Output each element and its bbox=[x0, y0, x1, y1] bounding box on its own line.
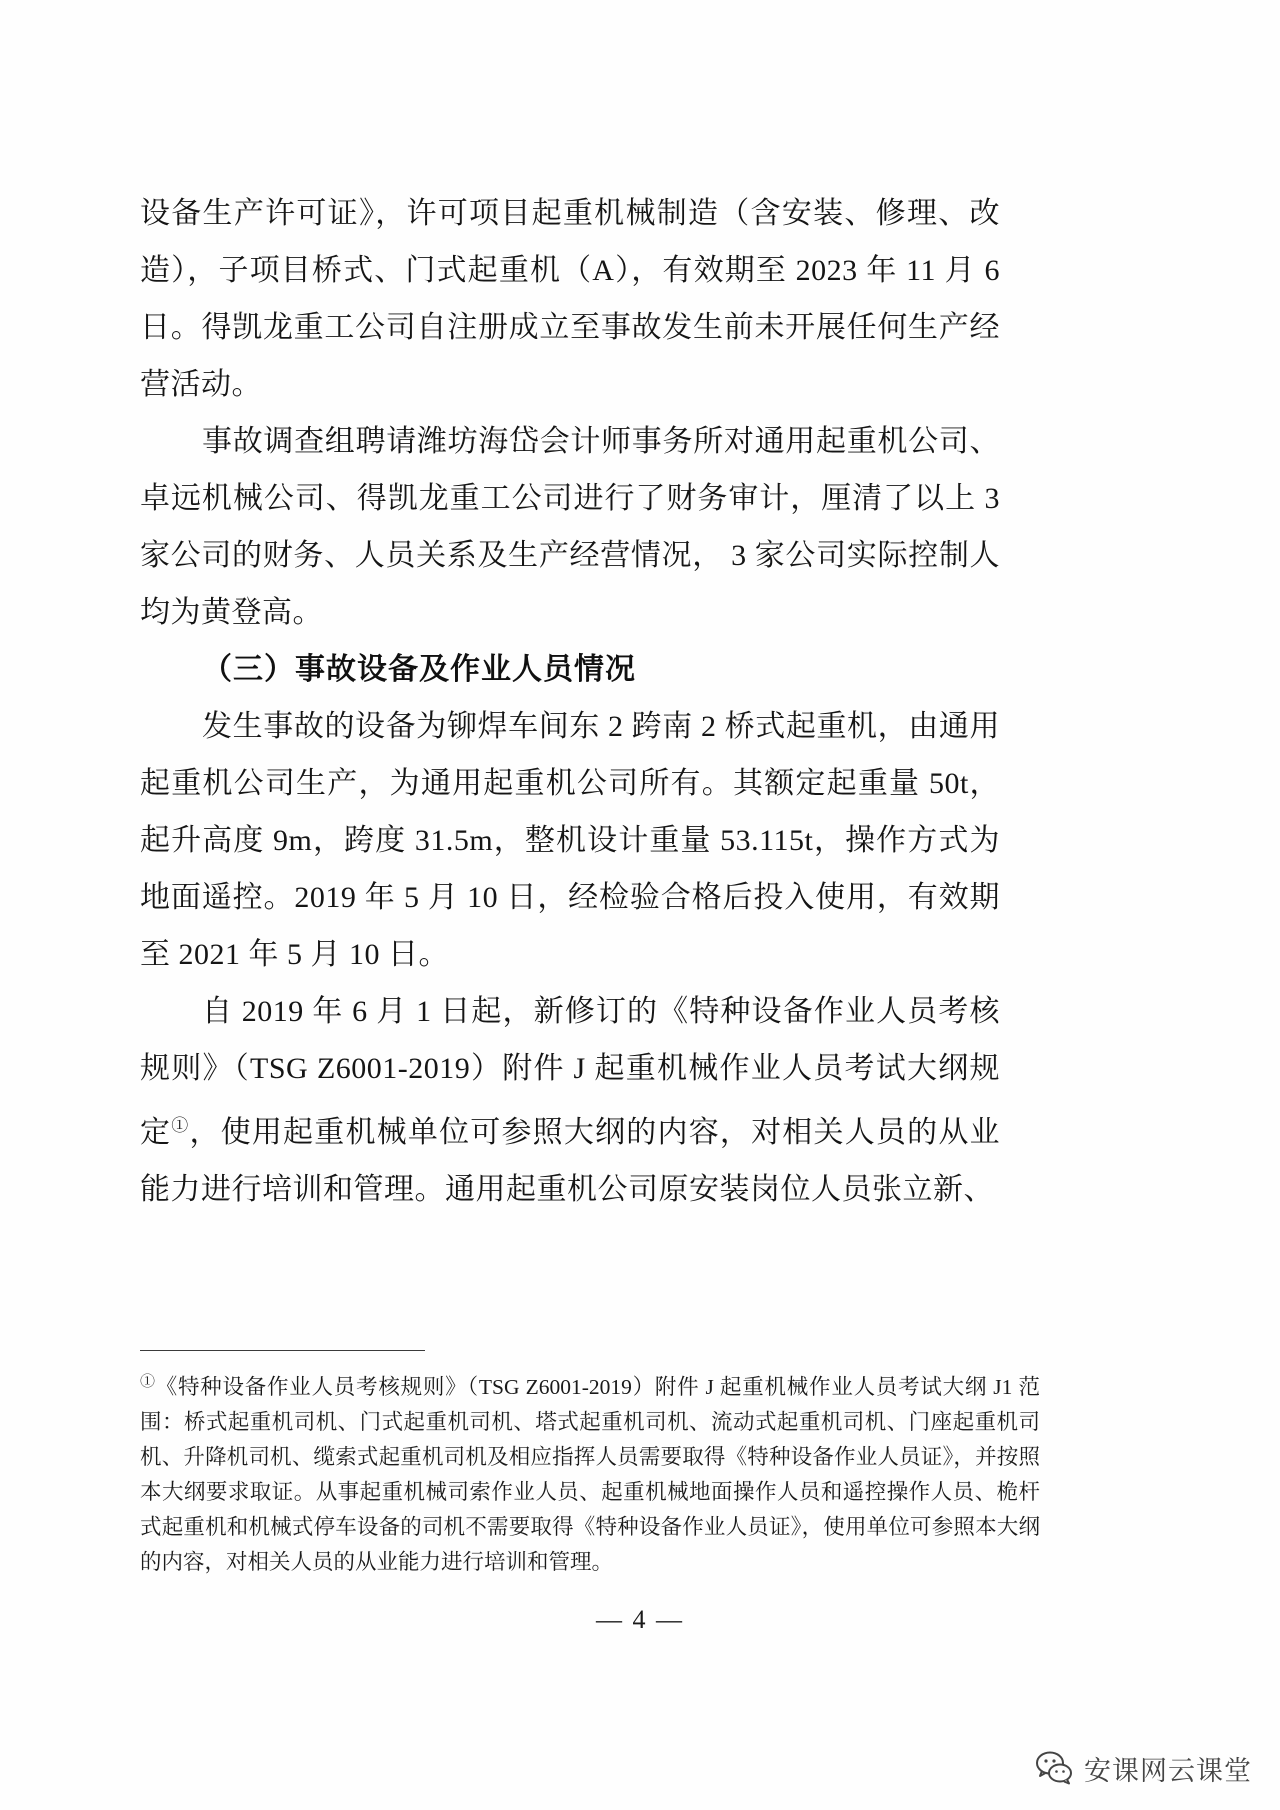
footnote-mark: ① bbox=[140, 1374, 156, 1390]
footnote-block bbox=[140, 1365, 1040, 1580]
footnote-reference-mark: ① bbox=[171, 1116, 190, 1135]
page-number: — 4 — bbox=[596, 1605, 684, 1634]
paragraph-4 bbox=[140, 983, 1000, 1218]
footnote-separator-rule bbox=[140, 1350, 425, 1351]
paragraph-4-text-after: ，使用起重机械单位可参照大纲的内容，对相关人员的从业能力进行培训和管理。通用起重机公司原安装岗位人员张立新、 bbox=[140, 1116, 1001, 1206]
page-body bbox=[140, 185, 1000, 1218]
paragraph-3: 发生事故的设备为铆焊车间东 2 跨南 2 桥式起重机，由通用起重机公司生产，为通用起重机公司所有。其额定起重量 50t，起升高度 9m，跨度 31.5m，整机设计重量 53.115t，操作方式为地面遥控。2019 年 5 月 10 日，经检验合格后投入使用，有效期至 2021 年 5 月 10 日。 bbox=[140, 710, 1000, 971]
watermark-label: 安课网云课堂 bbox=[1084, 1755, 1252, 1786]
paragraph-1: 设备生产许可证》，许可项目起重机械制造（含安装、修理、改造），子项目桥式、门式起重机（A），有效期至 2023 年 11 月 6 日。得凯龙重工公司自注册成立至事故发生前未开展任何生产经营活动。 bbox=[140, 197, 1000, 401]
wechat-logo-icon bbox=[1034, 1748, 1074, 1788]
footnote-text: 《特种设备作业人员考核规则》（TSG Z6001-2019）附件 J 起重机械作业人员考试大纲 J1 范围：桥式起重机司机、门式起重机司机、塔式起重机司机、流动式起重机司机、门座起重机司机、升降机司机、缆索式起重机司机及相应指挥人员需要取得《特种设备作业人员证》，并按照本大纲要求取证。从事起重机械司索作业人员、起重机械地面操作人员和遥控操作人员、桅杆式起重机和机械式停车设备的司机不需要取得《特种设备作业人员证》，使用单位可参照本大纲的内容，对相关人员的从业能力进行培训和管理。 bbox=[140, 1375, 1040, 1575]
watermark bbox=[1034, 1748, 1252, 1788]
paragraph-4-text-before: 自 2019 年 6 月 1 日起，新修订的《特种设备作业人员考核规则》（TSG Z6001-2019）附件 J 起重机械作业人员考试大纲规定 bbox=[140, 995, 1000, 1149]
section-heading: （三）事故设备及作业人员情况 bbox=[202, 653, 636, 686]
paragraph-2: 事故调查组聘请潍坊海岱会计师事务所对通用起重机公司、卓远机械公司、得凯龙重工公司进行了财务审计，厘清了以上 3 家公司的财务、人员关系及生产经营情况， 3 家公司实际控制人均为黄登高。 bbox=[140, 425, 1000, 629]
